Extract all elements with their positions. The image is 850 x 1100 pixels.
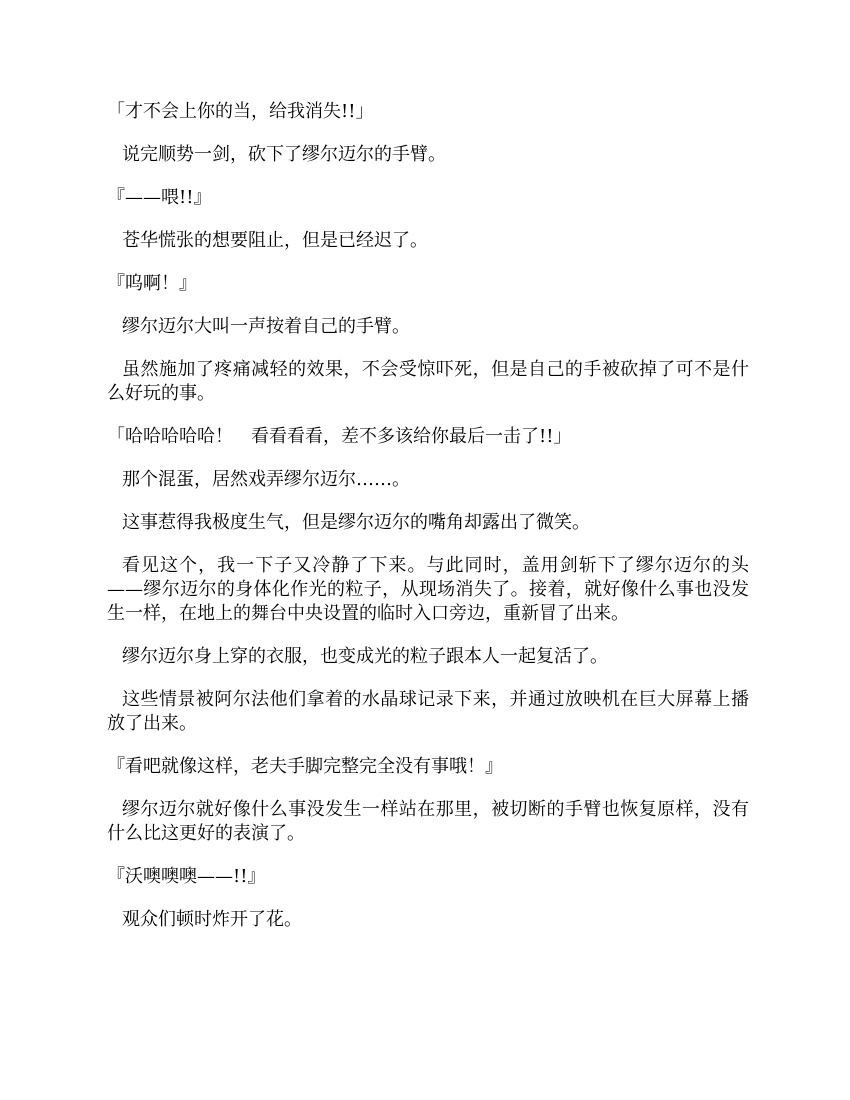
- dialogue-paragraph: 『——喂!!』: [107, 187, 212, 208]
- dialogue-paragraph: 『呜啊！』: [107, 273, 197, 294]
- narration-paragraph: 这些情景被阿尔法他们拿着的水晶球记录下来，并通过放映机在巨大屏幕上播放了出来。: [107, 689, 749, 734]
- narration-paragraph: 说完顺势一剑，砍下了缪尔迈尔的手臂。: [122, 144, 446, 165]
- narration-paragraph: 看见这个，我一下子又冷静了下来。与此同时，盖用剑斩下了缪尔迈尔的头——缪尔迈尔的身体化作光的粒子，从现场消失了。接着，就好像什么事也没发生一样，在地上的舞台中央设置的临时入口旁边，重新冒了出来。: [107, 555, 749, 624]
- narration-paragraph: 缪尔迈尔身上穿的衣服，也变成光的粒子跟本人一起复活了。: [122, 646, 608, 667]
- dialogue-paragraph: 『沃噢噢噢——!!』: [107, 866, 266, 887]
- narration-paragraph: 那个混蛋，居然戏弄缪尔迈尔……。: [122, 469, 410, 490]
- narration-paragraph: 虽然施加了疼痛减轻的效果，不会受惊吓死，但是自己的手被砍掉了可不是什么好玩的事。: [107, 359, 749, 404]
- narration-paragraph: 观众们顿时炸开了花。: [122, 909, 302, 930]
- dialogue-paragraph: 「哈哈哈哈哈！ 看看看看，差不多该给你最后一击了!!」: [107, 426, 572, 447]
- body-text: [107, 100, 749, 951]
- narration-paragraph: 苍华慌张的想要阻止，但是已经迟了。: [122, 230, 428, 251]
- narration-paragraph: 这事惹得我极度生气，但是缪尔迈尔的嘴角却露出了微笑。: [122, 512, 590, 533]
- narration-paragraph: 缪尔迈尔大叫一声按着自己的手臂。: [122, 316, 410, 337]
- dialogue-paragraph: 「才不会上你的当，给我消失!!」: [107, 101, 374, 122]
- dialogue-paragraph: 『看吧就像这样，老夫手脚完整完全没有事哦！』: [107, 756, 503, 777]
- narration-paragraph: 缪尔迈尔就好像什么事没发生一样站在那里，被切断的手臂也恢复原样，没有什么比这更好的表演了。: [107, 799, 749, 844]
